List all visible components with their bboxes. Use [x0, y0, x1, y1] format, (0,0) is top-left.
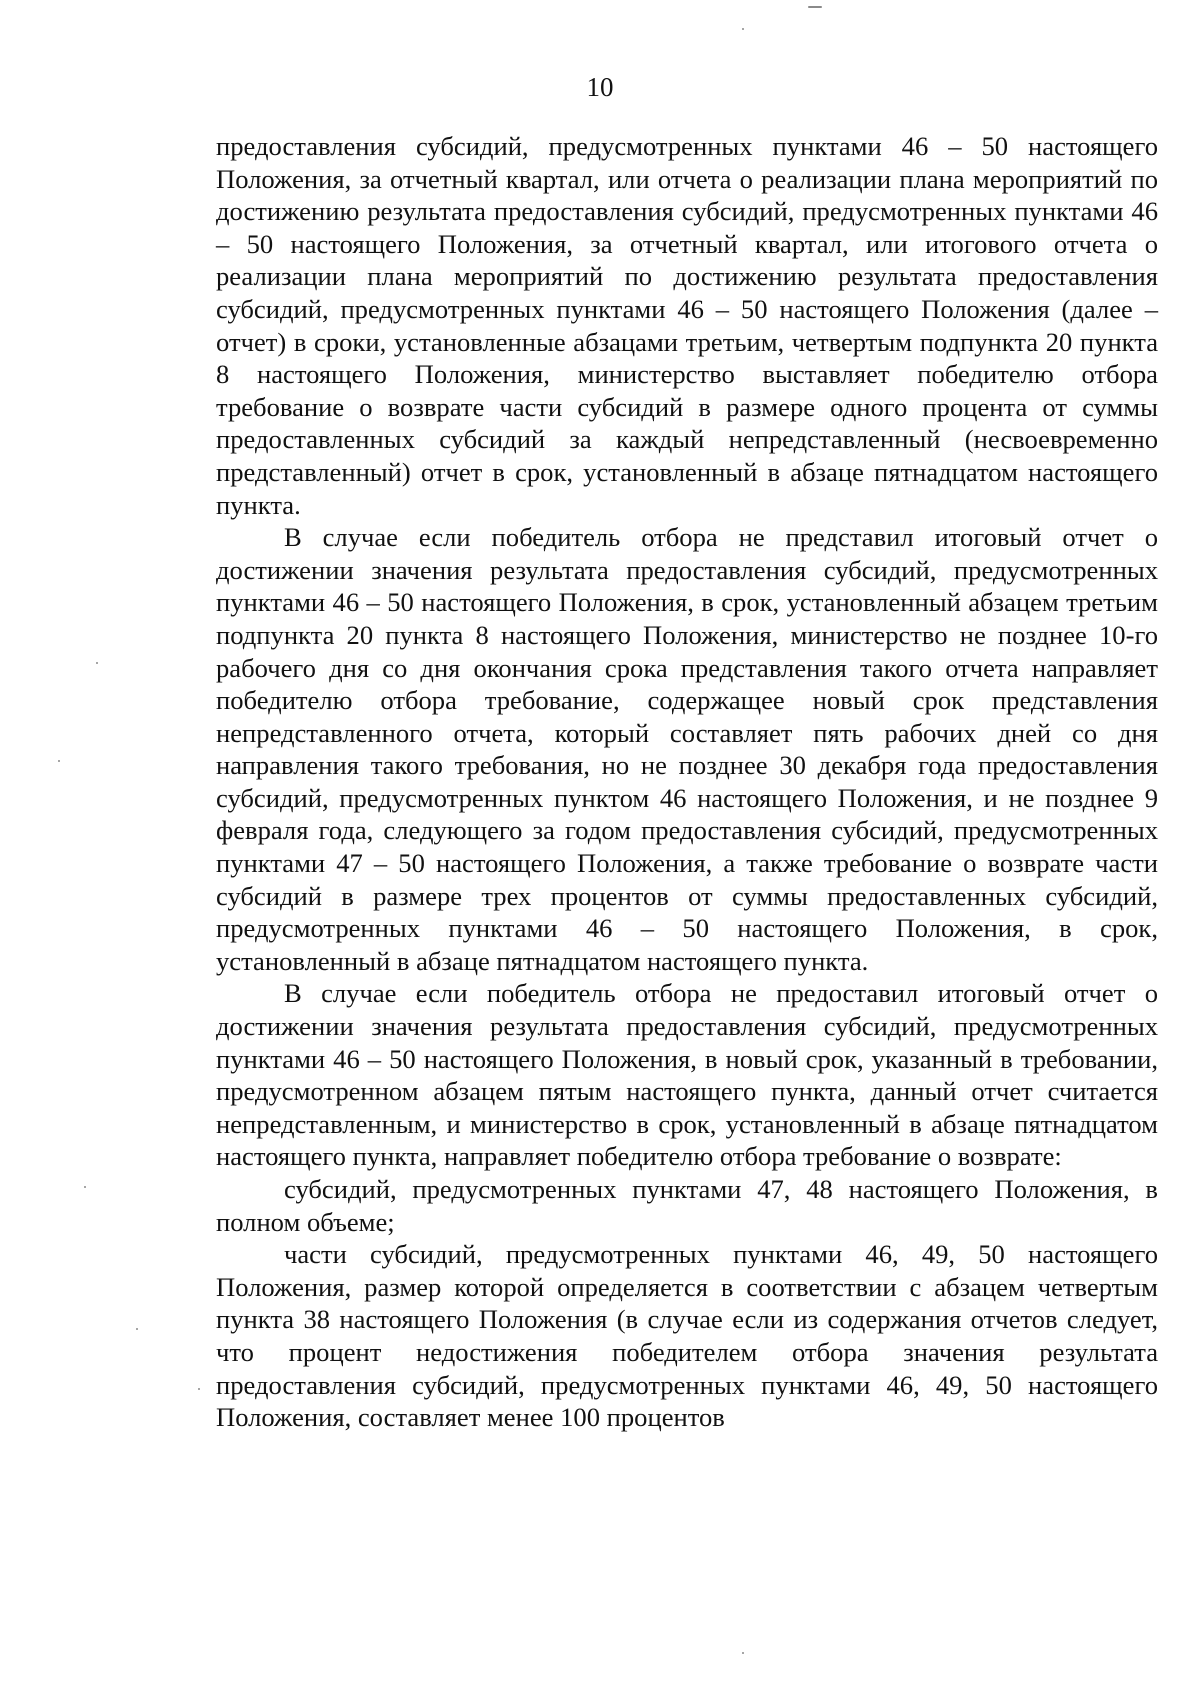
paragraph-overdue-final-report: В случае если победитель отбора не представил итоговый отчет о достижении значения результата предоставления субсидий, предусмотренных пунктами 46 – 50 настоящего Положения, в срок, установленный абзацем третьим подпункта 20 пункта 8 настоящего Положения, министерство не позднее 10-го рабочего дня со дня окончания срока представления такого отчета направляет победителю отбора требование, содержащее новый срок представления непредставленного отчета, который составляет пять рабочих дней со дня направления такого требования, но не позднее 30 декабря года предоставления субсидий, предусмотренных пунктом 46 настоящего Положения, и не позднее 9 февраля года, следующего за годом предоставления субсидий, предусмотренных пунктами 47 – 50 настоящего Положения, а также требование о возврате части субсидий в размере трех процентов от суммы предоставленных субсидий, предусмотренных пунктами 46 – 50 настоящего Положения, в срок, установленный в абзаце пятнадцатом настоящего пункта.	[216, 522, 1158, 976]
paragraph-partial-refund: части субсидий, предусмотренных пунктами 46, 49, 50 настоящего Положения, размер которой определяется в соответствии с абзацем четвертым пункта 38 настоящего Положения (в случае если из содержания отчетов следует, что процент недостижения победителем отбора значения результата предоставления субсидий, предусмотренных пунктами 46, 49, 50 настоящего Положения, составляет менее 100 процентов	[216, 1239, 1158, 1433]
page-number: 10	[586, 72, 614, 102]
scan-speck	[96, 662, 98, 664]
scan-speck	[742, 28, 744, 30]
scan-speck	[58, 760, 60, 762]
scan-speck	[198, 1388, 200, 1390]
paragraph-continuation: предоставления субсидий, предусмотренных пунктами 46 – 50 настоящего Положения, за отчетный квартал, или отчета о реализации плана мероприятий по достижению результата предоставления субсидий, предусмотренных пунктами 46 – 50 настоящего Положения, за отчетный квартал, или итогового отчета о реализации плана мероприятий по достижению результата предоставления субсидий, предусмотренных пунктами 46 – 50 настоящего Положения (далее – отчет) в сроки, установленные абзацами третьим, четвертым подпункта 20 пункта 8 настоящего Положения, министерство выставляет победителю отбора требование о возврате части субсидий в размере одного процента от суммы предоставленных субсидий за каждый непредставленный (несвоевременно представленный) отчет в срок, установленный в абзаце пятнадцатом настоящего пункта.	[216, 131, 1158, 520]
scan-speck	[84, 1186, 86, 1188]
scan-speck	[808, 6, 822, 8]
paragraph-report-not-submitted: В случае если победитель отбора не предоставил итоговый отчет о достижении значения результата предоставления субсидий, предусмотренных пунктами 46 – 50 настоящего Положения, в новый срок, указанный в требовании, предусмотренном абзацем пятым настоящего пункта, данный отчет считается непредставленным, и министерство в срок, установленный в абзаце пятнадцатом настоящего пункта, направляет победителю отбора требование о возврате:	[216, 978, 1158, 1172]
scan-speck	[742, 1652, 744, 1654]
document-body	[216, 130, 1158, 1434]
scan-speck	[136, 1328, 138, 1330]
paragraph-full-refund: субсидий, предусмотренных пунктами 47, 48 настоящего Положения, в полном объеме;	[216, 1174, 1158, 1237]
